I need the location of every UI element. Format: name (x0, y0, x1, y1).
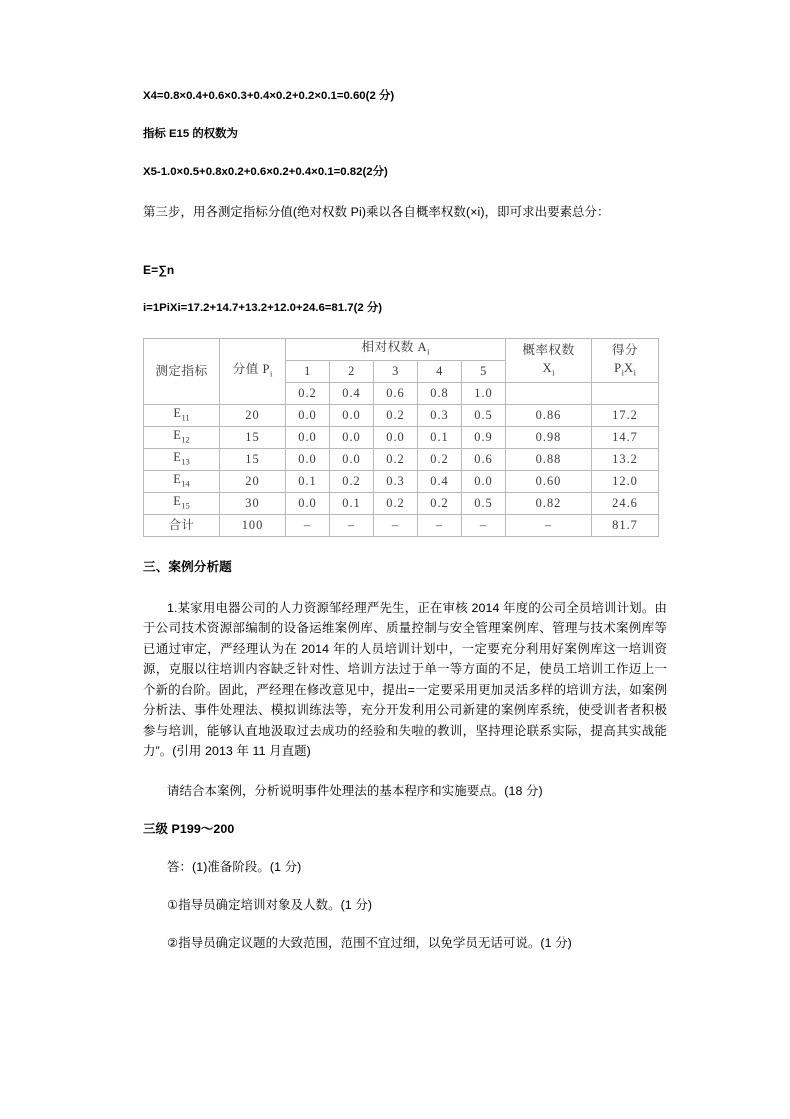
cell-indicator: $E_{14}$ (144, 470, 220, 492)
cell-probability: – (506, 514, 592, 536)
th-rank-5: 5 (462, 360, 506, 382)
cell-result: 13.2 (592, 448, 659, 470)
reference-line (143, 821, 667, 838)
cell-indicator-subscript: 14 (181, 478, 190, 489)
heading-e15-weight: 指标 E15 的权数为 (143, 128, 238, 140)
cell-weight-3: 0.2 (374, 492, 418, 514)
cell-weight-4: 0.1 (418, 426, 462, 448)
th-result: 得分 $P_iX_i$ (592, 338, 659, 382)
reference-text: 三级 P199～200 (143, 821, 235, 836)
cell-weight-2: 0.1 (330, 492, 374, 514)
table-row (144, 404, 659, 426)
table-row (144, 448, 659, 470)
cell-weight-4: – (418, 514, 462, 536)
formula-x4: X4=0.8×0.4+0.6×0.3+0.4×0.2+0.2×0.1=0.60(2 分) (143, 90, 395, 102)
question-line (143, 783, 667, 800)
cell-weight-1: 0.0 (286, 426, 330, 448)
cell-weight-3: 0.3 (374, 470, 418, 492)
cell-weight-3: 0.2 (374, 448, 418, 470)
cell-indicator-subscript: 12 (181, 434, 190, 445)
cell-weight-1: 0.1 (286, 470, 330, 492)
cell-probability: 0.60 (506, 470, 592, 492)
cell-result: 12.0 (592, 470, 659, 492)
cell-probability: 0.82 (506, 492, 592, 514)
table-row (144, 492, 659, 514)
cell-weight-2: 0.0 (330, 448, 374, 470)
table-body (144, 404, 659, 536)
cell-indicator: $E_{15}$ (144, 492, 220, 514)
th-rank-2: 2 (330, 360, 374, 382)
cell-weight-2: – (330, 514, 374, 536)
answer-point-2-text: ②指导员确定议题的大致范围，范围不宜过细，以免学员无话可说。(1 分) (167, 935, 572, 950)
cell-result: 17.2 (592, 404, 659, 426)
th-probability-weight: 概率权数 $X_i$ (506, 338, 592, 382)
cell-score: 15 (220, 426, 286, 448)
cell-weight-5: 0.5 (462, 492, 506, 514)
cell-weight-2: 0.2 (330, 470, 374, 492)
case-paragraph-text: 1.某家用电器公司的人力资源邹经理严先生，正在审核 2014 年度的公司全员培训计划。由于公司技术资源部编制的设备运维案例库、质量控制与安全管理案例库、管理与技术案例库等已通过审定，严经理认为在 2014 年的人员培训计划中，一定要充分利用好案例库这一培训资源，克服以往培训内容缺乏针对性、培训方法过于单一等方面的不足，使员工培训工作迈上一个新的台阶。固此，严经理在修改意见中，提出=一定要采用更加灵活多样的培训方法，如案例分析法、事件处理法、模拟训练法等，充分开发利用公司新建的案例库系统，使受训者者积极参与培训，能够认直地汲取过去成功的经验和失啦的教训，坚持理论联系实际，提高其实战能力”。(引用 2013 年 11 月直题) (143, 600, 667, 758)
cell-indicator-subscript: 15 (181, 500, 190, 511)
th-indicator: 测定指标 (144, 338, 220, 404)
cell-weight-1: 0.0 (286, 448, 330, 470)
th-rankvalue-3: 0.6 (374, 382, 418, 404)
answer-point-1 (143, 897, 667, 914)
formula-sigma: E=∑n (143, 262, 175, 277)
cell-score: 20 (220, 470, 286, 492)
table-row (144, 426, 659, 448)
cell-indicator-subscript: 13 (181, 456, 190, 467)
cell-indicator: $E_{12}$ (144, 426, 220, 448)
th-rank-3: 3 (374, 360, 418, 382)
cell-weight-4: 0.4 (418, 470, 462, 492)
cell-indicator: 合计 (144, 514, 220, 536)
cell-score: 30 (220, 492, 286, 514)
cell-weight-5: 0.6 (462, 448, 506, 470)
th-prob-spacer (506, 382, 592, 404)
answer-point-2 (143, 935, 667, 952)
formula-sum: i=1PiXi=17.2+14.7+13.2+12.0+24.6=81.7(2 分) (143, 301, 383, 314)
cell-weight-4: 0.2 (418, 448, 462, 470)
th-rankvalue-5: 1.0 (462, 382, 506, 404)
cell-weight-4: 0.3 (418, 404, 462, 426)
step-three-text: 第三步，用各测定指标分值(绝对权数 Pi)乘以各自概率权数(×i)，即可求出要素总分： (143, 205, 610, 219)
question-text: 请结合本案例，分析说明事件处理法的基本程序和实施要点。(18 分) (167, 783, 543, 798)
score-table-wrapper (143, 338, 638, 537)
cell-weight-1: – (286, 514, 330, 536)
section-title: 三、案例分析题 (143, 559, 232, 574)
cell-probability: 0.86 (506, 404, 592, 426)
th-rankvalue-1: 0.2 (286, 382, 330, 404)
th-relative-weight: 相对权数 $A_i$ (286, 338, 506, 360)
cell-weight-5: 0.0 (462, 470, 506, 492)
formula-x5: X5-1.0×0.5+0.8x0.2+0.6×0.2+0.4×0.1=0.82(2分) (143, 166, 388, 178)
table-head (144, 338, 659, 404)
th-score: 分值 $P_i$ (220, 338, 286, 404)
case-paragraph (143, 598, 667, 762)
score-table (143, 338, 659, 537)
cell-indicator: $E_{11}$ (144, 404, 220, 426)
th-result-symbol: $P_iX_i$ (614, 361, 636, 378)
cell-weight-5: – (462, 514, 506, 536)
answer-intro-text: 答：(1)准备阶段。(1 分) (167, 859, 302, 874)
cell-weight-3: 0.0 (374, 426, 418, 448)
th-rankvalue-2: 0.4 (330, 382, 374, 404)
cell-result: 81.7 (592, 514, 659, 536)
cell-probability: 0.98 (506, 426, 592, 448)
cell-indicator-subscript: 11 (181, 412, 190, 423)
cell-weight-1: 0.0 (286, 404, 330, 426)
cell-weight-3: – (374, 514, 418, 536)
cell-weight-4: 0.2 (418, 492, 462, 514)
spacer (143, 244, 667, 262)
cell-score: 20 (220, 404, 286, 426)
th-probability-weight-symbol: $X_i$ (542, 361, 555, 378)
cell-weight-5: 0.9 (462, 426, 506, 448)
cell-score: 15 (220, 448, 286, 470)
th-result-spacer (592, 382, 659, 404)
th-rank-1: 1 (286, 360, 330, 382)
cell-probability: 0.88 (506, 448, 592, 470)
cell-weight-1: 0.0 (286, 492, 330, 514)
cell-weight-5: 0.5 (462, 404, 506, 426)
cell-result: 14.7 (592, 426, 659, 448)
answer-intro-line (143, 859, 667, 876)
cell-score: 100 (220, 514, 286, 536)
cell-weight-3: 0.2 (374, 404, 418, 426)
th-rankvalue-4: 0.8 (418, 382, 462, 404)
cell-result: 24.6 (592, 492, 659, 514)
table-row (144, 470, 659, 492)
table-header-row-1 (144, 338, 659, 360)
answer-point-1-text: ①指导员确定培训对象及人数。(1 分) (167, 897, 373, 912)
cell-weight-2: 0.0 (330, 426, 374, 448)
document-content (143, 88, 667, 973)
cell-indicator: $E_{13}$ (144, 448, 220, 470)
cell-weight-2: 0.0 (330, 404, 374, 426)
table-row (144, 514, 659, 536)
th-rank-4: 4 (418, 360, 462, 382)
